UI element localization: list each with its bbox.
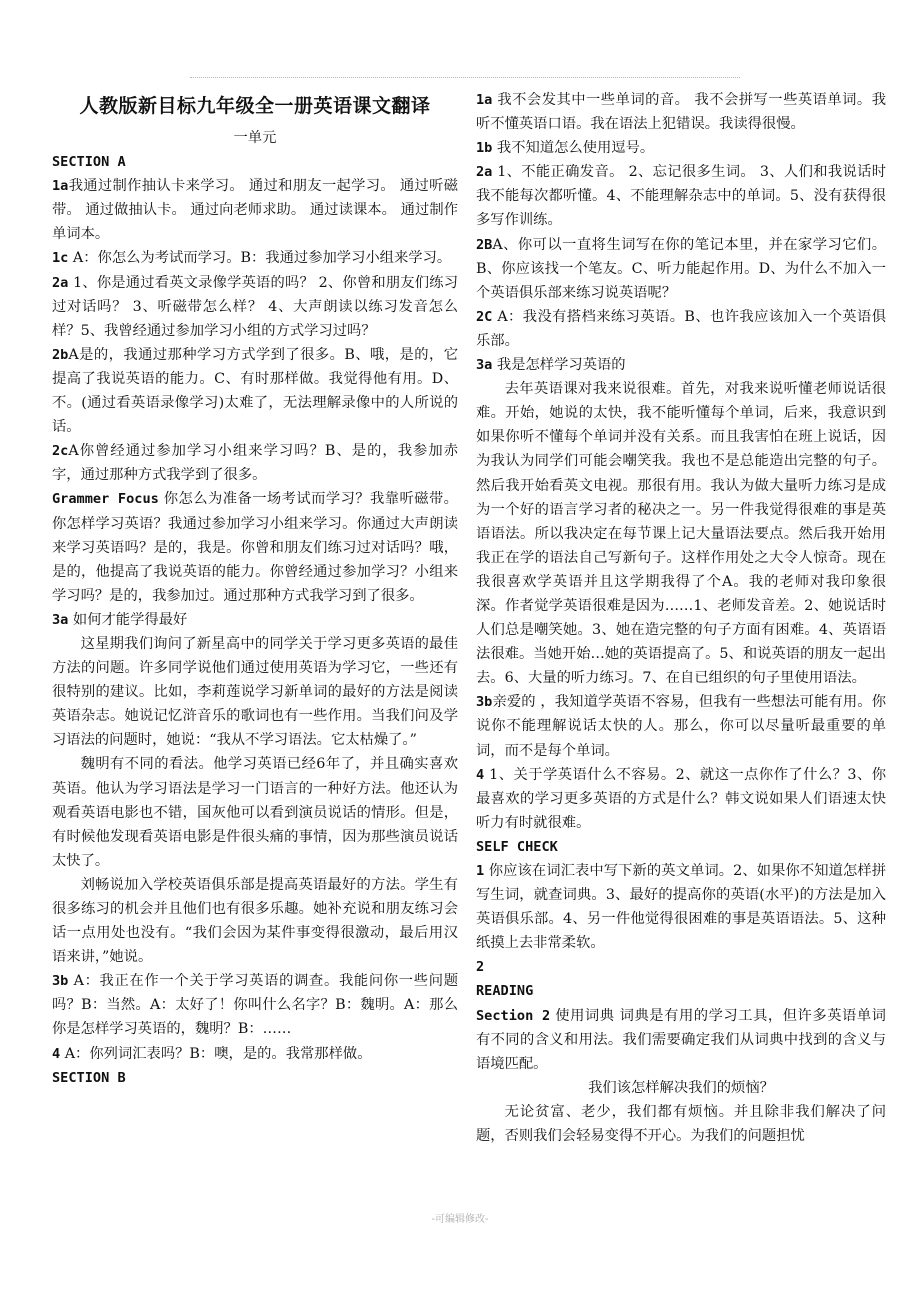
para-1c: 1c A：你怎么为考试而学习。B：我通过参加学习小组来学习。 — [52, 250, 452, 267]
section-a-heading: SECTION A — [52, 154, 126, 171]
unit-heading: 一单元 — [233, 130, 277, 146]
para-3a-body-2: 魏明有不同的看法。他学习英语已经6年了，并且确实喜欢英语。他认为学习语法是学习一门语言的一种好方法。他还认为观看英语电影也不错，国灰他可以看到演员说话的情形。但是，有时候他发现看英语电影是件很头痛的事情，因为那些演员说话太快了。 — [52, 756, 458, 869]
right-column — [476, 88, 886, 1148]
para-b-3a-body: 去年英语课对我来说很难。首先，对我来说听懂老师说话很难。开始，她说的太快，我不能听懂每个单词，后来，我意识到如果你听不懂每个单词并没有关系。而且我害怕在班上说话，因为我认为同学们可能会嘲笑我。我也不是总能造出完整的句子。然后我开始看英文电视。那很有用。我认为做大量听力练习是成为一个好的语言学习者的秘决之一。另一件我觉得很难的事是英语语法。所以我决定在每节课上记大量语法要点。然后我开始用我正在学的语法自己写新句子。这样作用处之大令人惊奇。现在我很喜欢学英语并且这学期我得了个A。我的老师对我印象很深。作者觉学英语很难是因为……1、老师发音差。2、她说话时人们总是嘲笑她。3、她在造完整的句子方面有困难。4、英语语法很难。当她开始…她的英语提高了。5、和说英语的朋友一起出去。6、大量的听力练习。7、在自已组织的句子里使用语法。 — [476, 381, 886, 687]
document-title: 人教版新目标九年级全一册英语课文翻译 — [79, 95, 431, 117]
para-2a: 2a 1、你是通过看英文录像学英语的吗？ 2、你曾和朋友们练习过对话吗？ 3、听磁带怎么样？ 4、大声朗读以练习发音怎么样？5、我曾经通过参加学习小组的方式学习过吗？ — [52, 274, 458, 339]
left-column — [52, 88, 458, 1090]
para-section-2: Section 2 使用词典 词典是有用的学习工具，但许多英语单词有不同的含义和用法。我们需要确定我们从词典中找到的含义与语境匹配。 — [476, 1007, 886, 1072]
para-b-4: 4 1、关于学英语什么不容易。2、就这一点你作了什么？3、你最喜欢的学习更多英语的方式是什么？韩文说如果人们语速太快听力有时就很难。 — [476, 766, 886, 831]
para-3a-body-1: 这星期我们询问了新星高中的同学关于学习更多英语的最佳方法的问题。许多同学说他们通过使用英语为学习它，一些还有很特别的建议。比如，李莉莲说学习新单词的最好的方法是阅读英语杂志。她说记忆浒音乐的歌词也有一些作用。当我们问及学习语法的问题时，她说：“我从不学习语法。它太枯燥了。” — [52, 635, 458, 749]
para-1a: 1a我通过制作抽认卡来学习。 通过和朋友一起学习。 通过听磁带。 通过做抽认卡。 通过向老师求助。 通过读课本。 通过制作单词本。 — [52, 178, 458, 243]
para-self-check-1: 1 你应该在词汇表中写下新的英文单词。2、如果你不知道怎样拼写生词，就查词典。3、最好的提高你的英语(水平)的方法是加入英语俱乐部。4、另一件他觉得很困难的事是英语语法。5、这种纸摸上去非常柔软。 — [476, 863, 886, 952]
self-check-heading: SELF CHECK — [476, 838, 558, 855]
para-3b: 3b A：我正在作一个关于学习英语的调查。我能问你一些问题吗？B：当然。A：太好了！你叫什么名字？B：魏明。A：那么你是怎样学习英语的，魏明？B：…… — [52, 973, 458, 1038]
para-3a-heading: 3a 如何才能学得最好 — [52, 611, 188, 628]
para-b-2b: 2BA、你可以一直将生词写在你的笔记本里，并在家学习它们。B、你应该找一个笔友。C、听力能起作用。D、为什么不加入一个英语俱乐部来练习说英语呢？ — [476, 236, 886, 301]
para-b-3b: 3b亲爱的 ，我知道学英语不容易，但我有一些想法可能有用。你说你不能理解说话太快的人。那么，你可以尽量听最重要的单词，而不是每个单词。 — [476, 694, 886, 759]
para-self-check-2: 2 — [476, 959, 485, 976]
para-reading-body: 无论贫富、老少，我们都有烦恼。并且除非我们解决了问题，否则我们会轻易变得不开心。为我们的问题担忧 — [476, 1103, 886, 1145]
para-2b: 2bA是的，我通过那种学习方式学到了很多。B、哦，是的，它提高了我说英语的能力。C、有时那样做。我觉得他有用。D、不。(通过看英语录像学习)太难了，无法理解录像中的人所说的话。 — [52, 346, 458, 436]
para-b-2c: 2C A：我没有搭档来练习英语。B、也许我应该加入一个英语俱乐部。 — [476, 308, 886, 349]
para-b-1a: 1a 我不会发其中一些单词的音。 我不会拼写一些英语单词。我听不懂英语口语。我在语法上犯错误。我读得很慢。 — [476, 92, 886, 133]
reading-heading: READING — [476, 983, 534, 1000]
para-3a-body-3: 刘畅说加入学校英语俱乐部是提高英语最好的方法。学生有很多练习的机会并且他们也有很多乐趣。她补充说和朋友练习会话一点用处也没有。“我们会因为某件事变得很激动，最后用汉语来讲，”她说。 — [52, 876, 458, 966]
page-footer: -可编辑修改- — [431, 1214, 489, 1225]
para-b-2a: 2a 1、不能正确发音。 2、忘记很多生词。 3、人们和我说话时我不能每次都听懂。4、不能理解杂志中的单词。5、没有获得很多写作训练。 — [476, 164, 886, 229]
para-b-1b: 1b 我不知道怎么使用逗号。 — [476, 140, 655, 157]
para-2c: 2cA你曾经通过参加学习小组来学习吗？B、是的，我参加赤字，通过那种方式我学到了很多。 — [52, 443, 458, 484]
reading-title: 我们该怎样解决我们的烦恼？ — [588, 1079, 774, 1096]
section-b-heading: SECTION B — [52, 1069, 126, 1086]
para-b-3a-heading: 3a 我是怎样学习英语的 — [476, 357, 626, 374]
para-4: 4 A：你列词汇表吗？B：噢，是的。我常那样做。 — [52, 1045, 372, 1062]
para-grammar-focus: Grammer Focus 你怎么为准备一场考试而学习？我靠听磁带。 你怎样学习英语？我通过参加学习小组来学习。你通过大声朗读来学习英语吗？是的，我是。你曾和朋友们练习过对话吗？哦，是的，他提高了我说英语的能力。你曾经通过参加学习？小组来学习吗？是的，我参加过。通过那种方式我学习到了很多。 — [52, 491, 458, 604]
header-rule — [190, 77, 740, 78]
